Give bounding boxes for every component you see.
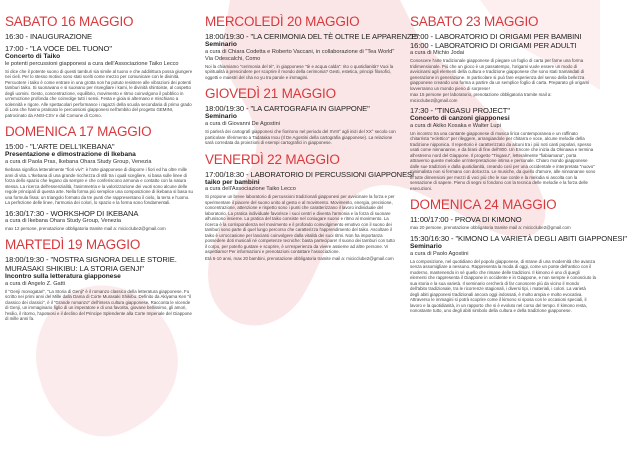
event-booking-note: max 20 persone, prenotazione obbligatoria tramite mail a: micicclube2@gmail.com [410,225,571,231]
event-subtitle: a cura di Angelo Z. Gatti [5,280,66,287]
day-heading: SABATO 16 MAGGIO [5,14,134,29]
event-time: 17:30 - "TINGASU PROJECT" [410,106,510,115]
event-description: Un incontro tra una cantante giapponese di musica lirica contemporanea e un raffinato chitarrista "eclettico" per rileggere, arrangiandole per chitarra e voce, alcune melodie della tradizione nipponica. Il repertorio è caratterizzato da alcuni tra i più noti canti popolari, spesso usati come ninnananne, e da brani di fine dell'800. Un Encore che inizia da Okinawa e termina all'estremo nord del Giappone. Il progetto "Tingasu", letteralmente "fiabiamana", porta attraverso queste melodie un'interpretazione intima e personale. Chiaro mondo giapponese dalle sue tradizioni e dalla quotidianità, creando così per una occidentale e interpretata "nuovo" minimalista non si fermano con dolcezza. Le musiche, da quello d'amore, alle ninnananne sono in tutte dimensioni per mezzi di voci più che le sue corde e la melodia si ascolta con la sensazione di sapere. Pieno di segni si fondono con la tecnica delle melodie e la forza delle esecuzioni. [410,130,596,191]
day-heading: DOMENICA 24 MAGGIO [410,197,557,213]
event-title: Seminario [410,242,442,250]
event-subtitle: a cura dell'Associazione Taiko Lecco [205,186,296,193]
event-time: 18:00/19:30 - "NOSTRA SIGNORA DELLE STORIE. [5,255,177,265]
column-3 [405,0,627,463]
event-time: 17:00/18:30 - LABORATORIO DI PERCUSSIONI GIAPPONESI [205,169,415,179]
event-subtitle: a cura di Ikebana Ohara Study Group, Venezia [5,217,121,224]
event-time: 17:00 - "LA VOCE DEL TUONO" [5,44,112,53]
event-subtitle: a cura di Giovanni De Agostini [205,121,280,128]
event-time: 15:00 - LABORATORIO DI ORIGAMI PER BAMBINI [410,32,582,41]
event-time: 15:00 - "L'ARTE DELL'IKEBANA" [5,142,115,152]
event-time: 11:00/17:00 - PROVA DI KIMONO [410,215,522,225]
event-title: Presentazione e dimostrazione di Ikebana [5,151,136,159]
day-heading: MERCOLEDÌ 20 MAGGIO [205,14,360,29]
event-time-continued: MURASAKI SHIKIBU: LA STORIA GENJI" [5,264,144,274]
event-time: 15:30/16:30 - "KIMONO LA VARIETÀ DEGLI ABITI GIAPPONESI" [410,233,627,243]
event-title: Seminario [205,113,237,121]
column-1 [0,0,197,463]
day-heading: VENERDÌ 22 MAGGIO [205,151,340,167]
event-description: Il "Genji monogatari", "La Storia di Genji" è il romanzo classico della letteratura giapponese. Fu scritto nei primi anni del Mille dalla Dama di Corte Murasaki Shikibu. Definito da Akiyama Ken "il classico dei classici", è il "Grande romanzo" dell'intera cultura giapponese. Racconta le vicende di Genji, un immaginario figlio di un imperatore e di una favorita, giovane bellissimo, gli amori, l'esilio, il ritorno, l'apoteosi e il declino del Principe Splendente alla Corte Imperiale del Giappone di mille anni fa. [5,288,192,322]
event-subtitle: le potenti percussioni giapponesi a cura dell'Associazione Taiko Lecco [5,60,179,67]
event-subtitle: a cura di Paolo Agostini [410,250,469,257]
event-description: Si parlerà dei cartografi giapponesi che fiorirono nel periodo del XVIII° agli inizi del XX° secolo con particolare riferimento a Tadataka Inou (Il De Agostini della cartografia giapponese). La relazione sarà corredata da proiezioni di esempi cartografici in giapponese. [205,129,396,146]
event-description: Si dice che il potente suono di questi tamburi sia simile al tuono e che addirittura possa giungere nei cieli. Per lo stesso motivo sono stati scelti come mezzo per comunicare con le divinità. Percuotere i taiko è come entrare in una grotta non ha potuto resistere alle vibrazioni dei potenti tamburi taiko. Si suonavano e si suonano per risvegliare i kami, le divinità shintoiste, al cospetto degli uomini. Gesto, concentrazione, equilibrio, movimento e ritmo coinvolgono il pubblico in un'emozione profonda che coinvolge tutti i sensi. Festa e gioia si alternano e mischiano a solennità e rigore. Alle spettacolari performance i ragazzi della scuola secondaria di primo grado di Lora che hanno praticato le percussioni giapponesi nell'ambito del progetto GEMINI, patrocinato da ANSI-CSV e dal Comune di Como. [5,68,193,118]
event-subtitle: a cura di Akiko Kosaka e Walter Lupi [410,122,501,129]
event-title: Concerto di Taiko [5,53,61,60]
event-description: Ikebana significa letteralmente "fiori vivi": è l'arte giapponese di disporre i fiori ed ha oltre mille anni di vita. L'Ikebana di una grande ricchezza di stili tra i quali scegliere, si basa sulle linee di forza dello spazio che legano da sempre e che conferiscono armonia e contatto con la natura stessa. La ricerca dell'essenzialità, l'asimmetria e la valorizzazione dei vuoti sono alcune delle regole principali di questa arte. Nella forma più semplice una composizione di ikebana si basa su una formula fissa: un triangolo formato da tre punti che rappresentano il cielo, la terra e l'uomo. La perfezione delle linee, l'armonia dei colori, lo spazio e la forma sono fondamentali. [5,167,193,206]
event-time: 18:00/19:30 - "LA CERIMONIA DEL TÈ OLTRE LE APPARENZE" [205,32,420,41]
event-description: Si propone un breve laboratorio di percussioni tradizionali giapponesi per avvicinare la forza e per sperimentare il piacere del suono unito al gesto e al movimento. Movimento, energia, precisione, concentrazione, attenzione e rispetto sono i punti che caratterizzano il lavoro individuale del laboratorio. La pratica individuale favorisce i suoi centri e diventa l'armonia e la forza di suonare all'unisono insieme. La pratica del taiko consiste nel coniugare suono e ritmo al movimento. La ricerca è la corrispondenza nel movimento e il profondo coinvolgimento emotivo con il suono dei tamburi sono parte di quel lungo percorso che caratterizza l'apprendimento del taiko. Ascoltare il taiko è un'occasione per lasciarsi coinvolgere dalla vitalità dei suoi ritmi. Non ha importanza possedere doti musicali né competenze tecniche: basta partecipare! Il suono dei tamburi con tutto il corpo, per poterlo gustare e scoprire, è un'esperienza da vivere assieme ad altre persone. Vi aspettiamo! Per informazioni e prenotazioni contattare l'associazione. [205,194,395,255]
day-heading: GIOVEDÌ 21 MAGGIO [205,86,336,102]
event-booking-note: Età 6-10 anni, max 20 bambini, prenotazione obbligatoria tramite mail a: micicclube2@gmail.com [205,255,394,261]
day-heading: SABATO 23 MAGGIO [410,14,539,29]
event-description: La composizione, nel quotidiano del popolo giapponese, di strane di una modernità che avanza senza assomigliare a nessuno. Rappresenta la moda di oggi, come un ponte dell'antico con il moderno, mantenendo in sé quello che rimane delle tradizioni. Il kimono è uno di quegli elementi che rappresenta il Giappone in occidente e in Giappone, e non sempre è conosciuto la sua storia e la sua varietà. Il seminario cercherà di far conoscere più da vicino il mondo dell'abito tradizionale, tra le ricorrenze stagionali, i diversi tipi, i materiali, i colori. La varietà degli abiti giapponesi tradizionali ancora oggi indossati, è molto ampia e molto evocativa. Attraverso le immagini si potrà scoprire come il kimono si sposa con le occasioni speciali, il lavoro e la quotidianità, in un rapporto che si è evoluto nel corso del tempo. Il kimono resta, nonostante tutto, uno degli abiti simbolo della cultura e della tradizione giapponese. [410,258,596,314]
event-time: 16:30/17:30 - WORKSHOP DI IKEBANA [5,208,139,218]
event-subtitle: a cura di Michio Jodai [410,50,465,56]
event-title: taiko per bambini [205,178,260,186]
event-time: 16:30 - INAUGURAZIONE [5,32,92,41]
day-heading: MARTEDÌ 19 MAGGIO [5,237,141,253]
event-title: Concerto di canzoni giapponesi [410,115,510,122]
event-subtitle: a cura di Chiara Codetta e Roberto Vaccani, in collaborazione di "Tea World" Via Odescalchi, Como [205,48,395,62]
event-title: Incontro sulla letteratura giapponese [5,273,121,281]
column-2 [199,0,420,463]
event-title: Seminario [205,41,237,48]
event-time: 18:00/19:30 - "LA CARTOGRAFIA IN GIAPPONE" [205,104,370,114]
event-booking-note: max 15 persone per laboratorio, prenotazione obbligatoria tramite mail a: micicclube2@gmail.com [410,92,552,103]
event-subtitle: a cura di Paola Pras, Ikebana Ohara Study Group, Venezia [5,159,152,166]
event-description: Conoscere l'arte tradizionale giapponese di piegare un foglio di carta per farne una forma tridimensionale. Più che un gioco è un passatempo, l'origami vuole essere un modo di avvicinarsi agli elementi della cultura e tradizione giapponese che sono stati tramandati di generazione in generazione. In particolare si può fare esperienza del senso della bellezza giapponese creando una forma a partire da un semplice foglio di carta. Preparato gli origami lovverranno un mondo pieno di sorprese! [410,58,590,91]
event-booking-note: max 12 persone, prenotazione obbligatoria tramite mail a: micicclube2@gmail.com [5,225,166,231]
event-description: Noi la chiamiamo "cerimonia del tè", in giapponese "tè e acqua calda": rito o quotidianità? Vuoi la spiritualità a prescindere per scoprire il mondo della cerimonia? Gesti, estetica, principi filosofici, oggetti e maestri del cha no yu tra parole e immagini. [205,63,394,80]
day-heading: DOMENICA 17 MAGGIO [5,124,152,140]
event-time: 16:00 - LABORATORIO DI ORIGAMI PER ADULTI [410,41,577,50]
